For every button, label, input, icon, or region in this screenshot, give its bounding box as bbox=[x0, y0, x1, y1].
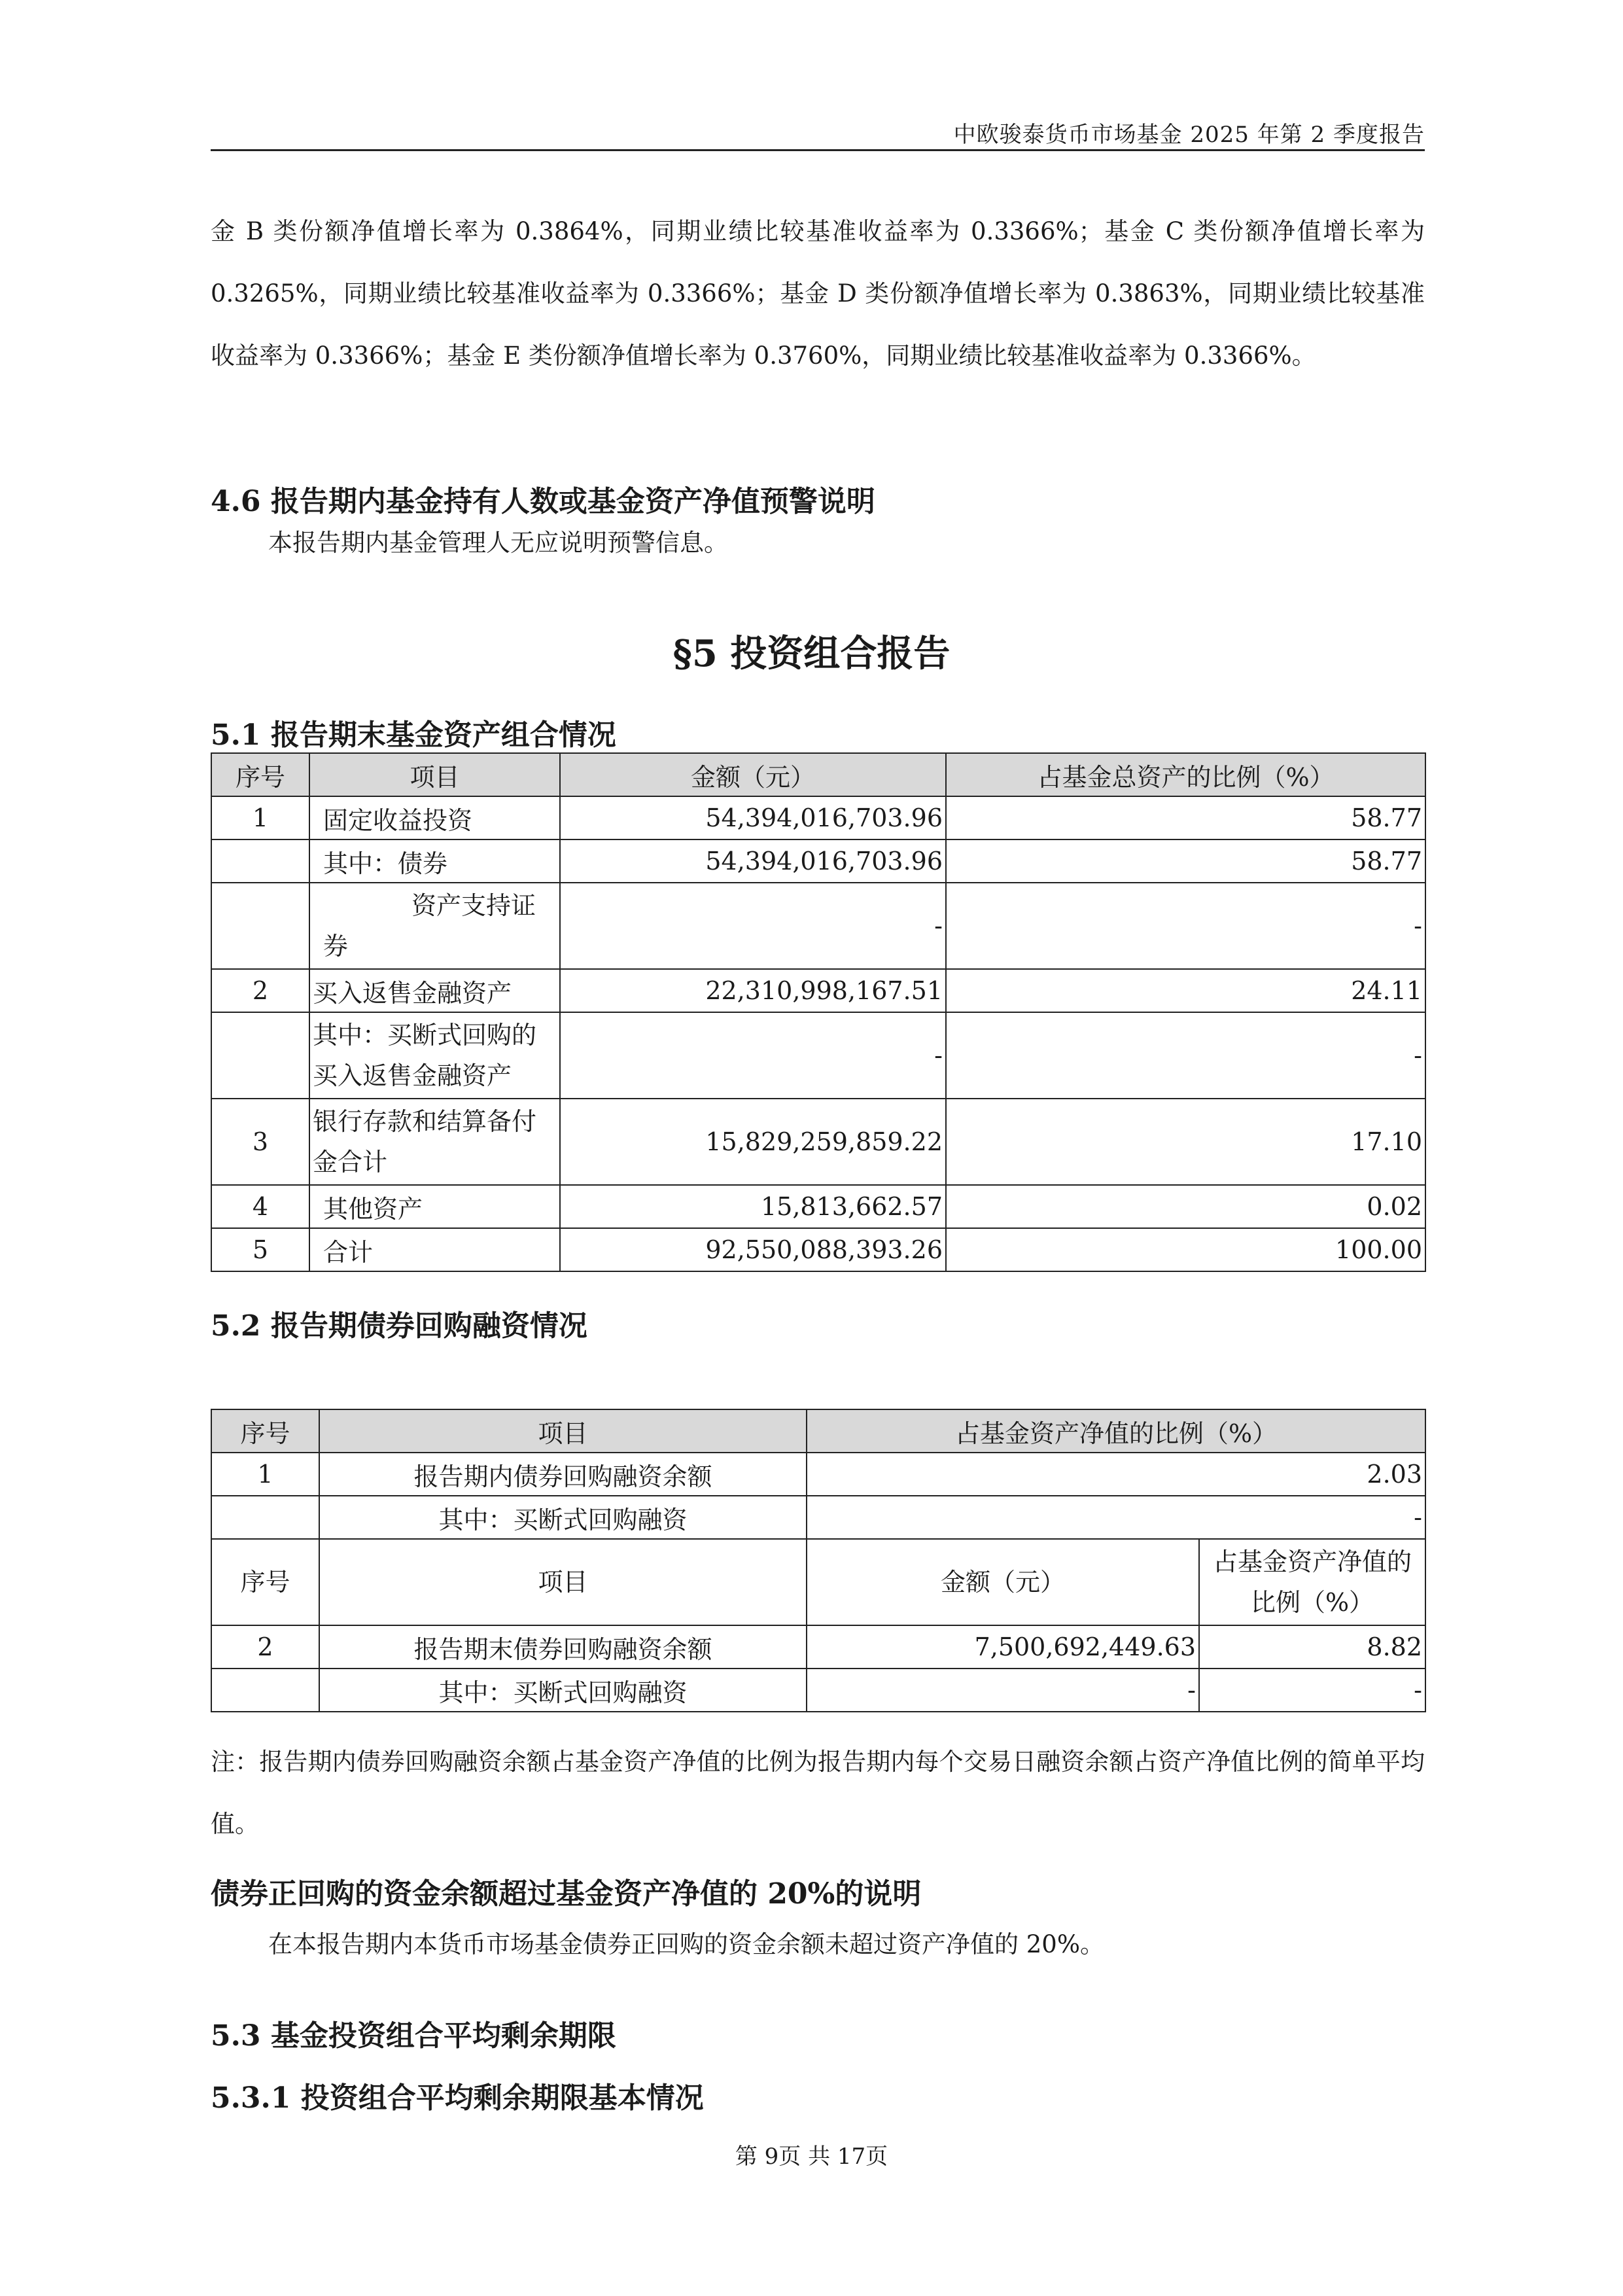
row-ratio: 58.77 bbox=[946, 839, 1425, 883]
subheader-cell: 序号 bbox=[211, 1539, 319, 1625]
row-no: 3 bbox=[211, 1099, 309, 1185]
row-no: 1 bbox=[211, 1453, 319, 1496]
row-item: 报告期内债券回购融资余额 bbox=[319, 1453, 807, 1496]
row-item: 买入返售金融资产 bbox=[309, 969, 560, 1012]
section-5-3-title: 5.3 基金投资组合平均剩余期限 bbox=[211, 2019, 616, 2053]
table-header-row bbox=[211, 753, 1425, 796]
table-row bbox=[211, 1185, 1425, 1228]
row-ratio: 100.00 bbox=[946, 1228, 1425, 1271]
table-header-row bbox=[211, 1409, 1425, 1453]
header-cell: 占基金总资产的比例（%） bbox=[946, 753, 1425, 796]
header-cell: 占基金资产净值的比例（%） bbox=[807, 1409, 1425, 1453]
row-ratio: 58.77 bbox=[946, 796, 1425, 839]
section-5-1-title: 5.1 报告期末基金资产组合情况 bbox=[211, 718, 616, 752]
section-5-2-title: 5.2 报告期债券回购融资情况 bbox=[211, 1309, 587, 1343]
row-item: 其中：买断式回购的买入返售金融资产 bbox=[309, 1012, 560, 1099]
section-5-3-1-title: 5.3.1 投资组合平均剩余期限基本情况 bbox=[211, 2081, 704, 2115]
row-item: 报告期末债券回购融资余额 bbox=[319, 1625, 807, 1669]
row-no bbox=[211, 1669, 319, 1712]
repo-financing-table bbox=[211, 1409, 1426, 1712]
row-ratio: 2.03 bbox=[807, 1453, 1425, 1496]
table-row bbox=[211, 1496, 1425, 1539]
header-cell: 金额（元） bbox=[560, 753, 946, 796]
subheader-cell: 金额（元） bbox=[807, 1539, 1199, 1625]
table-row bbox=[211, 839, 1425, 883]
row-ratio: - bbox=[946, 1012, 1425, 1099]
row-item: 资产支持证券 bbox=[309, 883, 560, 969]
header-cell: 序号 bbox=[211, 1409, 319, 1453]
table-row bbox=[211, 1625, 1425, 1669]
asset-allocation-table bbox=[211, 752, 1426, 1272]
row-item: 其中：买断式回购融资 bbox=[319, 1669, 807, 1712]
row-amount: 54,394,016,703.96 bbox=[560, 796, 946, 839]
row-amount: 15,813,662.57 bbox=[560, 1185, 946, 1228]
row-no: 2 bbox=[211, 969, 309, 1012]
row-no: 1 bbox=[211, 796, 309, 839]
row-ratio: - bbox=[946, 883, 1425, 969]
row-ratio: 17.10 bbox=[946, 1099, 1425, 1185]
row-amount: 22,310,998,167.51 bbox=[560, 969, 946, 1012]
row-amount: 54,394,016,703.96 bbox=[560, 839, 946, 883]
row-amount: - bbox=[560, 1012, 946, 1099]
row-no bbox=[211, 883, 309, 969]
row-amount: - bbox=[807, 1669, 1199, 1712]
intro-paragraph: 金 B 类份额净值增长率为 0.3864%，同期业绩比较基准收益率为 0.3366%；基金 C 类份额净值增长率为 0.3265%，同期业绩比较基准收益率为 0.3366%；基金 D 类份额净值增长率为 0.3863%，同期业绩比较基准收益率为 0.3366%；基金 E 类份额净值增长率为 0.3760%，同期业绩比较基准收益率为 0.3366%。 bbox=[211, 217, 1425, 370]
row-item: 其他资产 bbox=[309, 1185, 560, 1228]
row-no bbox=[211, 1496, 319, 1539]
section-5-title: §5 投资组合报告 bbox=[672, 632, 951, 675]
bond-repo-title: 债券正回购的资金余额超过基金资产净值的 20%的说明 bbox=[211, 1877, 922, 1911]
row-amount: 92,550,088,393.26 bbox=[560, 1228, 946, 1271]
row-ratio: 8.82 bbox=[1199, 1625, 1425, 1669]
table-row bbox=[211, 1669, 1425, 1712]
row-no: 2 bbox=[211, 1625, 319, 1669]
row-amount: - bbox=[560, 883, 946, 969]
row-item: 固定收益投资 bbox=[309, 796, 560, 839]
row-no: 4 bbox=[211, 1185, 309, 1228]
row-ratio: 24.11 bbox=[946, 969, 1425, 1012]
subheader-cell: 占基金资产净值的比例（%） bbox=[1199, 1539, 1425, 1625]
header-cell: 序号 bbox=[211, 753, 309, 796]
row-no: 5 bbox=[211, 1228, 309, 1271]
subheader-cell: 项目 bbox=[319, 1539, 807, 1625]
row-amount: 7,500,692,449.63 bbox=[807, 1625, 1199, 1669]
header-cell: 项目 bbox=[319, 1409, 807, 1453]
table-row bbox=[211, 1228, 1425, 1271]
repo-note: 注：报告期内债券回购融资余额占基金资产净值的比例为报告期内每个交易日融资余额占资产净值比例的简单平均值。 bbox=[211, 1748, 1425, 1838]
row-ratio: 0.02 bbox=[946, 1185, 1425, 1228]
bond-repo-text: 在本报告期内本货币市场基金债券正回购的资金余额未超过资产净值的 20%。 bbox=[268, 1930, 1104, 1958]
table-row bbox=[211, 969, 1425, 1012]
row-no bbox=[211, 1012, 309, 1099]
row-item: 合计 bbox=[309, 1228, 560, 1271]
row-ratio: - bbox=[807, 1496, 1425, 1539]
table-row bbox=[211, 1012, 1425, 1099]
header-rule bbox=[211, 149, 1425, 151]
section-4-6-title: 4.6 报告期内基金持有人数或基金资产净值预警说明 bbox=[211, 485, 875, 518]
row-no bbox=[211, 839, 309, 883]
table-row bbox=[211, 1453, 1425, 1496]
table-row bbox=[211, 1099, 1425, 1185]
header-cell: 项目 bbox=[309, 753, 560, 796]
table-row bbox=[211, 883, 1425, 969]
table-row bbox=[211, 796, 1425, 839]
page-header: 中欧骏泰货币市场基金 2025 年第 2 季度报告 bbox=[953, 122, 1425, 148]
row-item: 其中：债券 bbox=[309, 839, 560, 883]
section-4-6-text: 本报告期内基金管理人无应说明预警信息。 bbox=[268, 529, 728, 557]
row-item: 其中：买断式回购融资 bbox=[319, 1496, 807, 1539]
row-ratio: - bbox=[1199, 1669, 1425, 1712]
row-item: 银行存款和结算备付金合计 bbox=[309, 1099, 560, 1185]
row-amount: 15,829,259,859.22 bbox=[560, 1099, 946, 1185]
page-footer: 第 9页 共 17页 bbox=[735, 2144, 888, 2170]
table-subheader-row bbox=[211, 1539, 1425, 1625]
